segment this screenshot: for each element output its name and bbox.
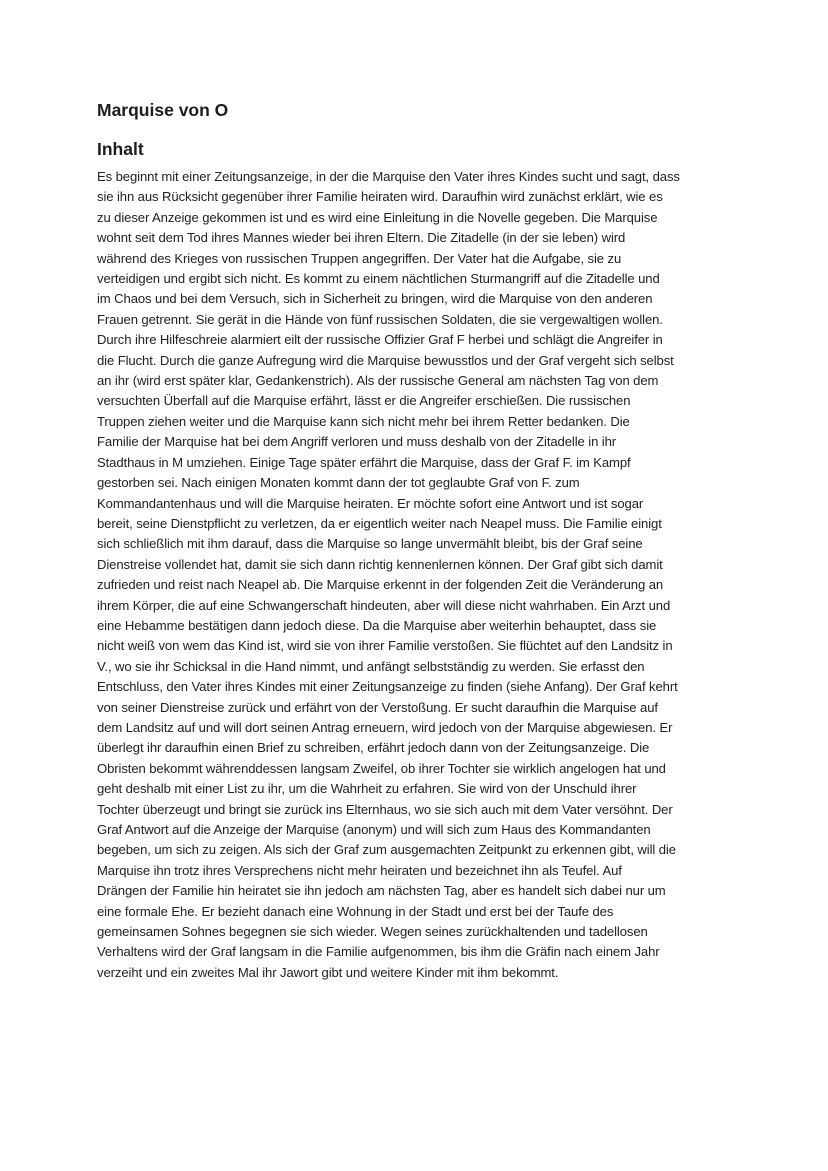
text-line: ihrem Körper, die auf eine Schwangerschaft hindeuten, aber will diese nicht wahrhaben. Ein Arzt und: [97, 597, 671, 613]
text-line: Frauen getrennt. Sie gerät in die Hände von fünf russischen Soldaten, die sie vergewaltigen wollen.: [97, 311, 663, 327]
text-line: Stadthaus in M umziehen. Einige Tage später erfährt die Marquise, dass der Graf F. im Kampf: [97, 454, 631, 470]
text-line: V., wo sie ihr Schicksal in die Hand nimmt, und anfängt selbstständig zu werden. Sie erfasst den: [97, 658, 645, 674]
text-line: Tochter überzeugt und bringt sie zurück ins Elternhaus, wo sie sich auch mit dem Vater versöhnt. Der: [97, 801, 673, 817]
text-line: sie ihn aus Rücksicht gegenüber ihrer Familie heiraten wird. Daraufhin wird zunächst erklärt, wie es: [97, 189, 663, 205]
text-line: dem Landsitz auf und will dort seinen Antrag erneuern, wird jedoch von der Marquise abgewiesen. Er: [97, 719, 673, 735]
text-line: eine formale Ehe. Er bezieht danach eine Wohnung in der Stadt und erst bei der Taufe des: [97, 903, 614, 919]
text-line: Familie der Marquise hat bei dem Angriff verloren und muss deshalb von der Zitadelle in ihr: [97, 434, 617, 450]
text-line: die Flucht. Durch die ganze Aufregung wird die Marquise bewusstlos und der Graf vergeht sich selbst: [97, 352, 674, 368]
text-line: verzeiht und ein zweites Mal ihr Jawort gibt und weitere Kinder mit ihm bekommt.: [97, 964, 559, 980]
text-line: verteidigen und ergibt sich nicht. Es kommt zu einem nächtlichen Sturmangriff auf die Zitadelle und: [97, 271, 660, 287]
text-line: Truppen ziehen weiter und die Marquise kann sich nicht mehr bei ihrem Retter bedanken. Die: [97, 413, 630, 429]
text-line: Graf Antwort auf die Anzeige der Marquise (anonym) und will sich zum Haus des Kommandanten: [97, 822, 651, 837]
text-line: Obristen bekommt währenddessen langsam Zweifel, ob ihrer Tochter sie wirklich angelogen hat und: [97, 760, 666, 776]
text-line: gestorben sei. Nach einigen Monaten kommt dann der tot geglaubte Graf von F. zum: [97, 475, 580, 491]
text-line: eine Hebamme bestätigen dann jedoch diese. Da die Marquise aber weiterhin behauptet, dass sie: [97, 617, 657, 633]
text-line: geht deshalb mit einer List zu ihr, um die Wahrheit zu erfahren. Sie wird von der Unschuld ihrer: [97, 781, 637, 797]
text-line: von seiner Dienstreise zurück und erfährt von der Verstoßung. Er sucht daraufhin die Marquise auf: [97, 699, 658, 715]
text-line: im Chaos und bei dem Versuch, sich in Sicherheit zu bringen, wird die Marquise von den anderen: [97, 291, 653, 307]
text-line: während des Krieges von russischen Truppen angegriffen. Der Vater hat die Aufgabe, sie zu: [97, 250, 622, 266]
text-line: begeben, um sich zu zeigen. Als sich der Graf zum ausgemachten Zeitpunkt zu erkennen gibt, will die: [97, 842, 676, 858]
text-line: Marquise ihn trotz ihres Versprechens nicht mehr heiraten und bezeichnet ihn als Teufel. Auf: [97, 862, 622, 878]
text-line: Entschluss, den Vater ihres Kindes mit einer Zeitungsanzeige zu finden (siehe Anfang). Der Graf kehrt: [97, 679, 678, 695]
text-line: nicht weiß von wem das Kind ist, wird sie von ihrer Familie verstoßen. Sie flüchtet auf den Landsitz in: [97, 638, 673, 654]
text-line: versuchten Überfall auf die Marquise erfährt, lässt er die Angreifer erschießen. Die russischen: [97, 393, 631, 409]
text-line: zu dieser Anzeige gekommen ist und es wird eine Einleitung in die Novelle gegeben. Die Marquise: [97, 209, 658, 225]
text-line: an ihr (wird erst später klar, Gedankenstrich). Als der russische General am nächsten Tag von dem: [97, 373, 659, 389]
text-line: gemeinsamen Sohnes begegnen sie sich wieder. Wegen seines zurückhaltenden und tadellosen: [97, 924, 648, 940]
text-line: zufrieden und reist nach Neapel ab. Die Marquise erkennt in der folgenden Zeit die Veränderung an: [97, 577, 664, 593]
text-line: Dienstreise vollendet hat, damit sie sich dann richtig kennenlernen können. Der Graf gibt sich damit: [97, 556, 663, 572]
section-heading-inhalt: Inhalt: [97, 139, 144, 159]
text-line: bereit, seine Dienstpflicht zu verletzen, da er eigentlich weiter nach Neapel muss. Die Familie einigt: [97, 515, 662, 531]
body-paragraph: [97, 167, 733, 983]
text-line: wohnt seit dem Tod ihres Mannes wieder bei ihren Eltern. Die Zitadelle (in der sie leben) wird: [97, 230, 626, 246]
text-line: überlegt ihr daraufhin einen Brief zu schreiben, erfährt jedoch dann von der Zeitungsanzeige. Die: [97, 740, 650, 756]
text-line: Es beginnt mit einer Zeitungsanzeige, in der die Marquise den Vater ihres Kindes sucht und sagt, dass: [97, 169, 680, 184]
text-line: Verhaltens wird der Graf langsam in die Familie aufgenommen, bis ihm die Gräfin nach einem Jahr: [97, 944, 660, 960]
document-page: [97, 98, 733, 983]
text-line: Durch ihre Hilfeschreie alarmiert eilt der russische Offizier Graf F herbei und schlägt die Angreifer in: [97, 332, 663, 348]
text-line: sich schließlich mit ihm darauf, dass die Marquise so lange unvermählt bleibt, bis der Graf seine: [97, 536, 643, 552]
text-line: Drängen der Familie hin heiratet sie ihn jedoch am nächsten Tag, aber es handelt sich dabei nur um: [97, 883, 666, 899]
document-title: Marquise von O: [97, 100, 229, 120]
text-line: Kommandantenhaus und will die Marquise heiraten. Er möchte sofort eine Antwort und ist sogar: [97, 495, 644, 511]
